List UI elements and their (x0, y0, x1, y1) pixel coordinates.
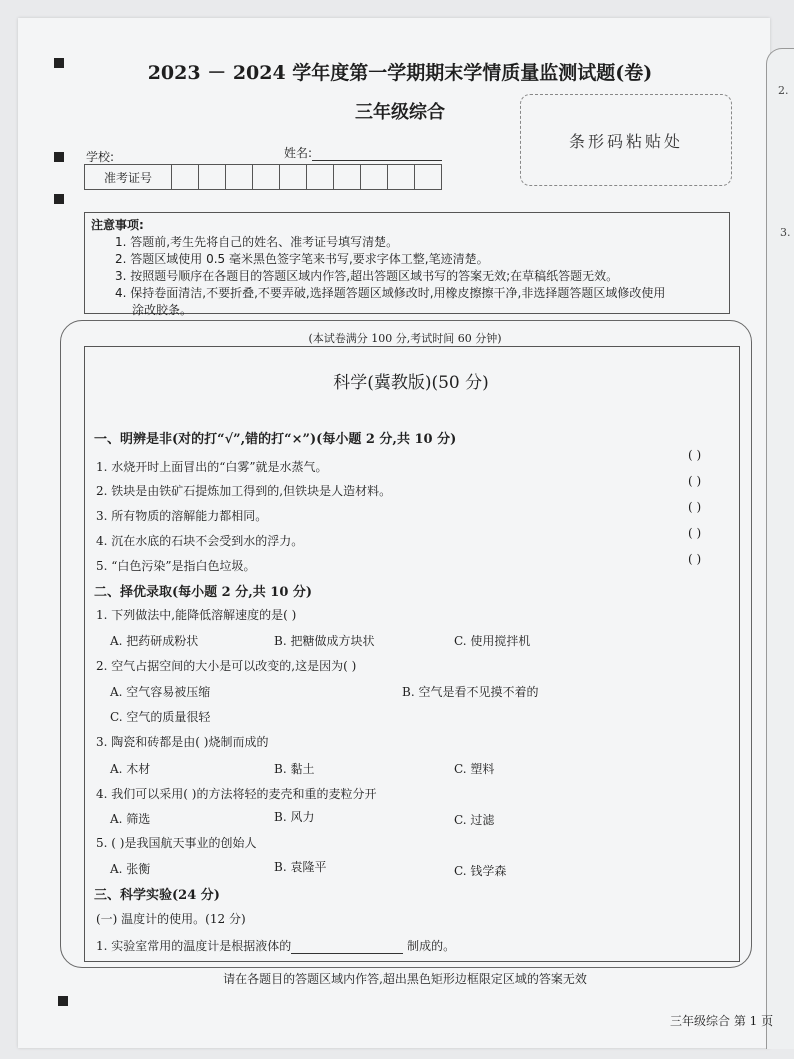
edge-mark-2: 2. (778, 84, 789, 97)
answer-paren[interactable]: ( ) (688, 526, 702, 540)
mc-option[interactable]: B. 空气是看不见摸不着的 (402, 685, 539, 699)
mc-option[interactable]: A. 空气容易被压缩 (110, 685, 211, 699)
notice-item: 2. 答题区域使用 0.5 毫米黑色签字笔来书写,要求字体工整,笔迹清楚。 (115, 252, 489, 266)
notice-item: 3. 按照题号顺序在各题目的答题区域内作答,超出答题区域书写的答案无效;在草稿纸答题无效。 (115, 269, 619, 283)
notice-item: 涂改胶条。 (132, 303, 193, 317)
mc-option[interactable]: A. 把药研成粉状 (110, 634, 199, 648)
tf-question: 5. “白色污染”是指白色垃圾。 (96, 559, 256, 573)
mc-option[interactable]: C. 塑料 (454, 762, 495, 776)
score-note: (本试卷满分 100 分,考试时间 60 分钟) (308, 332, 502, 345)
mc-option[interactable]: B. 把糖做成方块状 (274, 634, 375, 648)
exam-id-cell[interactable] (388, 165, 415, 189)
tf-question: 3. 所有物质的溶解能力都相同。 (96, 509, 268, 523)
mc-stem: 1. 下列做法中,能降低溶解速度的是( ) (96, 608, 297, 622)
tf-question: 1. 水烧开时上面冒出的“白雾”就是水蒸气。 (96, 460, 328, 474)
exam-id-cell[interactable] (253, 165, 280, 189)
answer-paren[interactable]: ( ) (688, 552, 702, 566)
registration-mark (54, 152, 64, 162)
exam-id-label: 准考证号 (85, 165, 172, 189)
part1-title: 一、明辨是非(对的打“√”,错的打“×”)(每小题 2 分,共 10 分) (94, 432, 457, 447)
mc-option[interactable]: C. 使用搅拌机 (454, 634, 531, 648)
exam-id-cell[interactable] (280, 165, 307, 189)
mc-stem: 4. 我们可以采用( )的方法将轻的麦壳和重的麦粒分开 (96, 787, 377, 801)
mc-option[interactable]: B. 黏土 (274, 762, 315, 776)
fill-question-post: 制成的。 (407, 939, 456, 953)
adjacent-page-edge (766, 48, 794, 1049)
registration-mark (54, 194, 64, 204)
tf-question: 2. 铁块是由铁矿石提炼加工得到的,但铁块是人造材料。 (96, 484, 392, 498)
notice-title: 注意事项: (91, 218, 144, 232)
mc-option[interactable]: A. 木材 (110, 762, 151, 776)
exam-id-cell[interactable] (199, 165, 226, 189)
name-field[interactable] (284, 144, 442, 161)
mc-stem: 2. 空气占据空间的大小是可以改变的,这是因为( ) (96, 659, 357, 673)
mc-option[interactable]: C. 钱学森 (454, 864, 507, 878)
school-label: 学校: (86, 150, 115, 164)
exam-id-cell[interactable] (226, 165, 253, 189)
mc-option[interactable]: B. 风力 (274, 810, 315, 824)
edge-mark-3: 3. (780, 226, 791, 239)
mc-option[interactable]: B. 袁隆平 (274, 860, 327, 874)
answer-paren[interactable]: ( ) (688, 448, 702, 462)
barcode-area: 条形码粘贴处 (520, 94, 732, 186)
footer-note: 请在各题目的答题区域内作答,超出黑色矩形边框限定区域的答案无效 (223, 972, 587, 986)
exam-id-cell[interactable] (361, 165, 388, 189)
tf-question: 4. 沉在水底的石块不会受到水的浮力。 (96, 534, 304, 548)
answer-paren[interactable]: ( ) (688, 474, 702, 488)
mc-stem: 5. ( )是我国航天事业的创始人 (96, 836, 257, 850)
notice-item: 4. 保持卷面清洁,不要折叠,不要弄破,选择题答题区域修改时,用橡皮擦擦干净,非选择题答题区域修改使用 (115, 286, 666, 300)
fill-question (96, 937, 455, 954)
mc-stem: 3. 陶瓷和砖都是由( )烧制而成的 (96, 735, 269, 749)
registration-mark (58, 996, 68, 1006)
exam-id-cell[interactable] (415, 165, 441, 189)
part3-title: 三、科学实验(24 分) (94, 888, 220, 903)
name-label: 姓名: (284, 146, 313, 160)
exam-id-cell[interactable] (172, 165, 199, 189)
fill-blank[interactable] (291, 941, 403, 954)
part2-title: 二、择优录取(每小题 2 分,共 10 分) (94, 585, 313, 600)
mc-option[interactable]: C. 过滤 (454, 813, 495, 827)
exam-subtitle: 三年级综合 (355, 102, 445, 123)
school-field[interactable] (86, 148, 240, 165)
notice-item: 1. 答题前,考生先将自己的姓名、准考证号填写清楚。 (115, 235, 399, 249)
mc-option[interactable]: A. 筛选 (110, 812, 151, 826)
mc-option[interactable]: A. 张衡 (110, 862, 151, 876)
exam-title: 2023 － 2024 学年度第一学期期末学情质量监测试题(卷) (147, 62, 653, 84)
answer-paren[interactable]: ( ) (688, 500, 702, 514)
registration-mark (54, 58, 64, 68)
name-line[interactable] (312, 148, 442, 161)
exam-id-cell[interactable] (307, 165, 334, 189)
notice-box (84, 212, 730, 317)
mc-option[interactable]: C. 空气的质量很轻 (110, 710, 211, 724)
fill-question-pre: 1. 实验室常用的温度计是根据液体的 (96, 939, 292, 953)
exam-id-grid[interactable] (84, 164, 442, 190)
section-title: 科学(冀教版)(50 分) (333, 373, 489, 393)
page-number: 三年级综合 第 1 页 (670, 1014, 774, 1028)
exam-id-cell[interactable] (334, 165, 361, 189)
part3-subsection: (一) 温度计的使用。(12 分) (96, 912, 246, 926)
